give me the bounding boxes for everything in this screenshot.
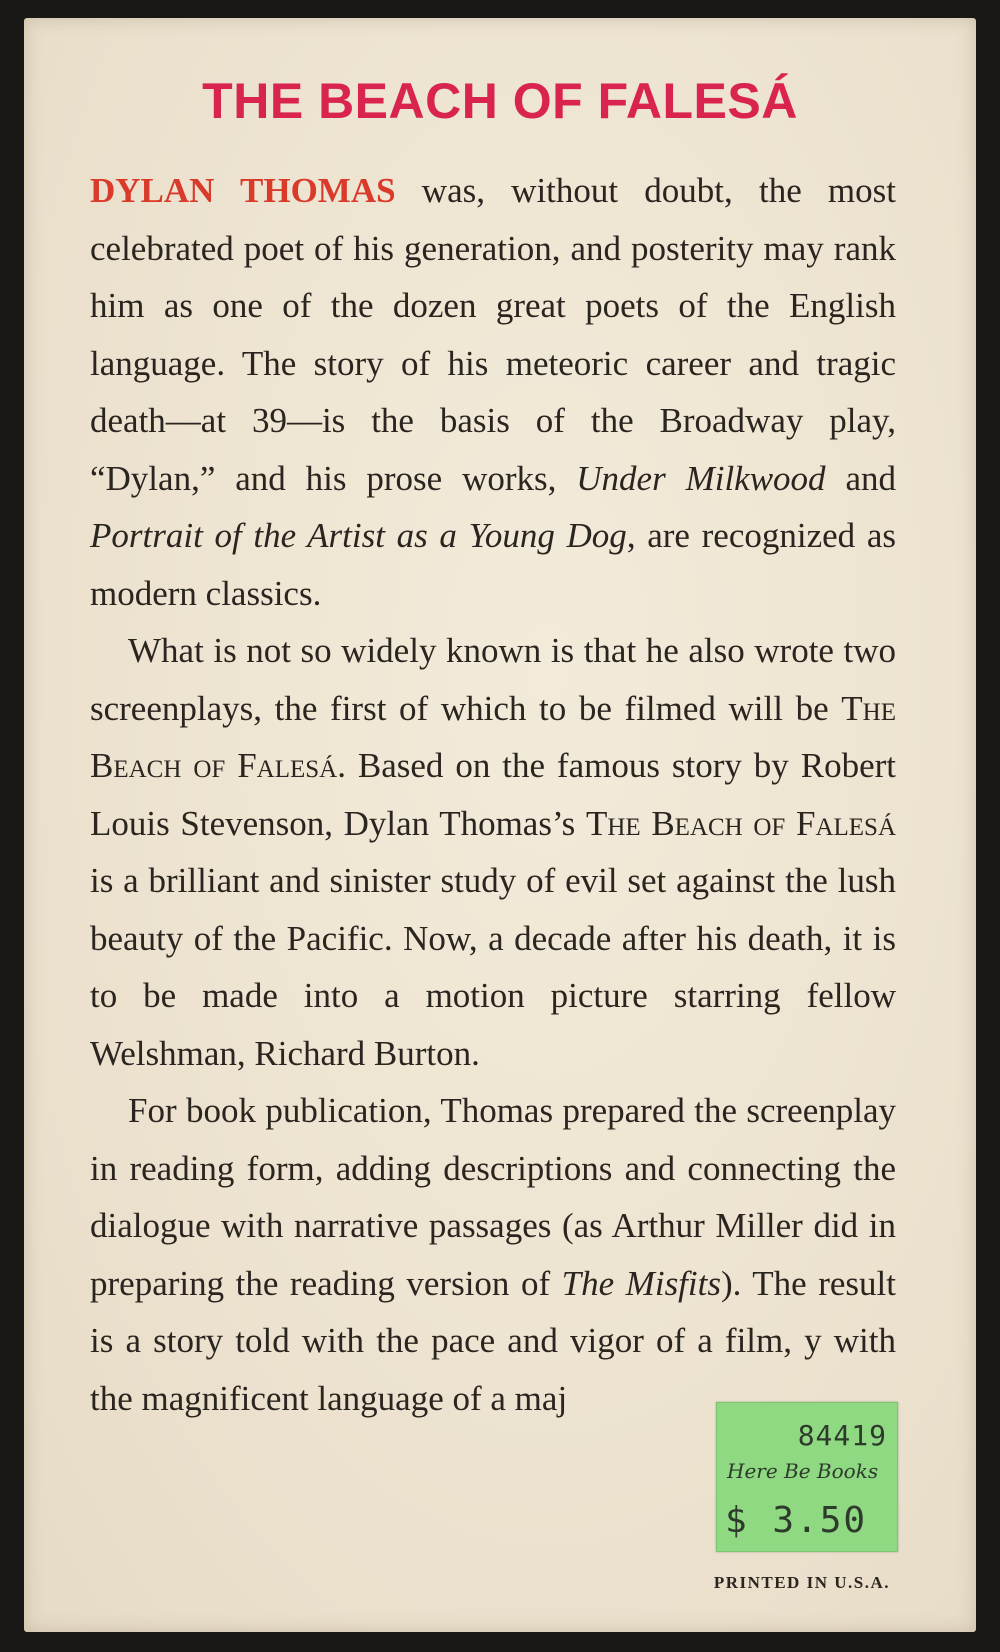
sticker-code: 84419 <box>797 1419 887 1452</box>
sticker-price: $ 3.50 <box>725 1500 868 1541</box>
blurb-text-span: ). The result is a story told with the pace and vigor of a film, y <box>90 1263 896 1360</box>
blurb-text-span: , are recognized as modern classics. <box>90 516 896 613</box>
blurb-text-span: What is not so widely known is that he also wrote two screenplays, the first of which to be filmed will be <box>90 631 896 728</box>
blurb-text-span: was, without doubt, the most celebrated poet of his generation, and posterity may rank him as one of the dozen great poets of the English language. The story of his meteoric career and tragic death—at 39—is the basis of the Broadway play, “Dylan,” and his prose works, <box>90 171 897 498</box>
blurb-text-span: . Based on the famous story by Robert Louis Stevenson, Dylan Thomas’s <box>90 746 896 843</box>
printed-in-notice: PRINTED IN U.S.A. <box>713 1573 890 1592</box>
title-reference: The Beach of Falesá <box>90 688 896 785</box>
book-title: THE BEACH OF FALESÁ <box>202 73 798 129</box>
blurb-text-span: For book publication, Thomas prepared the screenplay in reading form, adding descriptions and connecting the dialogue with narrative passages (as Arthur Miller did in preparing the reading version of <box>90 1091 896 1303</box>
price-sticker <box>716 1402 898 1552</box>
blurb-paragraph-2 <box>90 622 896 1082</box>
blurb-paragraph-3 <box>90 1082 896 1427</box>
work-title: The Misfits <box>561 1263 721 1303</box>
blurb-text <box>90 162 896 1427</box>
title-reference: The Beach of Falesá <box>585 803 896 843</box>
blurb-text-span: with the magnificent language of a maj <box>90 1321 896 1418</box>
author-name: DYLAN THOMAS <box>90 171 396 210</box>
work-title: Under Milkwood <box>576 458 826 498</box>
blurb-paragraph-1 <box>90 162 896 622</box>
blurb-text-span: and <box>825 458 896 498</box>
work-title: Portrait of the Artist as a Young Dog <box>90 516 627 555</box>
sticker-shop-name: Here Be Books <box>727 1459 879 1483</box>
blurb-text-span: is a brilliant and sinister study of evil set against the lush beauty of the Pacific. Now, a decade after his death, it is to be made into a motion picture starring fellow Welshman, Richard Burton. <box>90 861 896 1073</box>
